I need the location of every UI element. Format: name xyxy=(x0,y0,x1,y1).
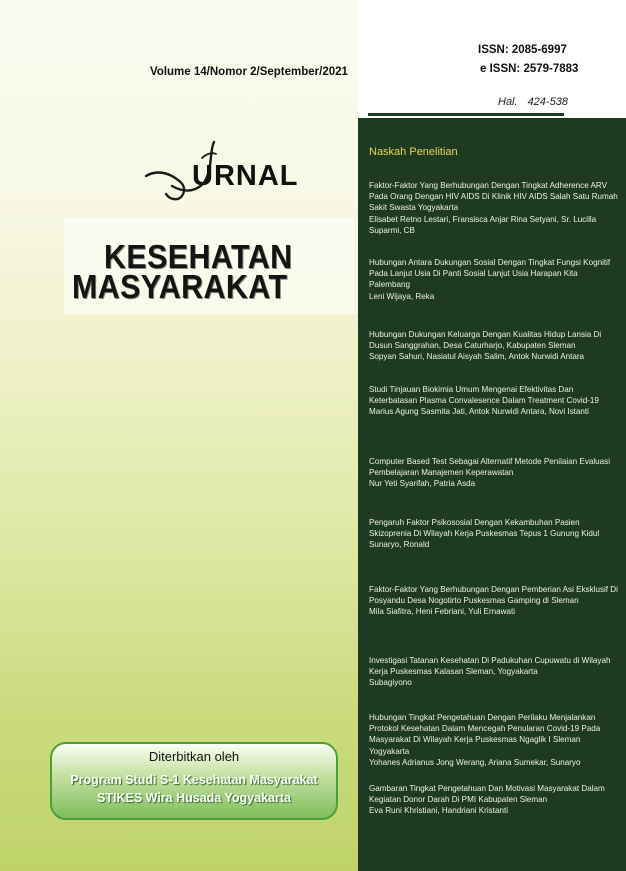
article-authors: Yohanes Adrianus Jong Werang, Ariana Sumekar, Sunaryo xyxy=(369,757,581,767)
article-authors: Nur Yeti Syarifah, Patria Asda xyxy=(369,479,476,489)
article-title: Hubungan Dukungan Keluarga Dengan Kualitas Hidup Lansia Di Dusun Sanggrahan, Desa Caturharjo, Kabupaten Sleman xyxy=(369,330,602,351)
article-authors: Mila Siafitra, Heni Febriani, Yuli Ernawati xyxy=(369,607,516,617)
article-item xyxy=(369,384,619,418)
article-item xyxy=(369,180,619,236)
article-title: Computer Based Test Sebagai Alternatif Metode Penilaian Evaluasi Pembelajaran Manajemen Keperawatan xyxy=(369,457,611,478)
journal-word: URNAL xyxy=(192,160,299,192)
article-authors: Sunaryo, Ronald xyxy=(369,540,430,550)
article-authors: Subagiyono xyxy=(369,678,412,688)
article-title: Faktor-Faktor Yang Berhubungan Dengan Tingkat Adherence ARV Pada Orang Dengan HIV AIDS Di Klinik HIV AIDS Salah Satu Rumah Sakit Swasta Yogyakarta xyxy=(369,181,618,213)
article-item xyxy=(369,517,619,551)
article-item xyxy=(369,655,619,689)
right-header xyxy=(358,0,626,118)
article-item xyxy=(369,783,619,817)
article-title: Faktor-Faktor Yang Berhubungan Dengan Pemberian Asi Eksklusif Di Posyandu Desa Nogotirto Puskesmas Gamping di Sleman xyxy=(369,585,618,606)
page-range xyxy=(498,96,578,108)
publisher-program: Program Studi S-1 Kesehatan Masyarakat xyxy=(70,773,318,787)
publisher-by: Diterbitkan oleh xyxy=(148,749,240,764)
article-title: Studi Tinjauan Biokimia Umum Mengenai Efektivitas Dan Keterbatasan Plasma Convalesence Dalam Treatment Covid-19 xyxy=(369,385,599,406)
journal-title-line-1: KESEHATAN xyxy=(104,238,293,275)
publisher-institution: STIKES Wira Husada Yogyakarta xyxy=(97,791,291,805)
article-item xyxy=(369,257,619,302)
article-item xyxy=(369,712,619,768)
right-panel xyxy=(358,0,626,871)
header-rule xyxy=(368,113,564,116)
article-item xyxy=(369,456,619,490)
article-authors: Sopyan Sahuri, Nasiatul Aisyah Salim, Antok Nurwidi Antara xyxy=(369,352,585,362)
section-label: Naskah Penelitian xyxy=(369,146,458,158)
article-title: Hubungan Tingkat Pengetahuan Dengan Perilaku Menjalankan Protokol Kesehatan Dalam Mencegah Penularan Covid-19 Pada Masyarakat Di Wilayah Kerja Puskesmas Ngaglik I Sleman Yogyakarta xyxy=(369,713,601,756)
article-item xyxy=(369,329,619,363)
volume-info: Volume 14/Nomor 2/September/2021 xyxy=(150,66,348,78)
journal-title-line-2: MASYARAKAT xyxy=(72,268,288,305)
e-issn: e ISSN: 2579-7883 xyxy=(480,63,579,75)
article-authors: Leni Wijaya, Reka xyxy=(369,291,435,301)
article-authors: Elisabet Retno Lestari, Fransisca Anjar Rina Setyani, Sr. Lucilla Suparmi, CB xyxy=(369,214,597,235)
article-authors: Eva Runi Khristiani, Handriani Kristanti xyxy=(369,806,509,816)
publisher-box xyxy=(50,742,338,820)
page-range-value: 424-538 xyxy=(527,96,568,108)
article-title: Hubungan Antara Dukungan Sosial Dengan Tingkat Fungsi Kognitif Pada Lanjut Usia Di Panti Sosial Lanjut Usia Harapan Kita Palembang xyxy=(369,258,611,290)
page-range-label: Hal. xyxy=(498,96,518,108)
issn: ISSN: 2085-6997 xyxy=(478,44,567,56)
article-title: Investigasi Tatanan Kesehatan Di Padukuhan Cupuwatu di Wilayah Kerja Puskesmas Kalasan Sleman, Yogyakarta xyxy=(369,656,611,677)
article-title: Gambaran Tingkat Pengetahuan Dan Motivasi Masyarakat Dalam Kegiatan Donor Darah Di PMI Kabupaten Sleman xyxy=(369,784,605,805)
article-authors: Marius Agung Sasmita Jati, Antok Nurwidi Antara, Novi Istanti xyxy=(369,407,589,417)
article-title: Pengaruh Faktor Psikososial Dengan Kekambuhan Pasien Skizoprenia Di Wilayah Kerja Puskesmas Tepus 1 Gunung Kidul xyxy=(369,518,600,539)
article-item xyxy=(369,584,619,618)
journal-logo xyxy=(142,136,342,206)
